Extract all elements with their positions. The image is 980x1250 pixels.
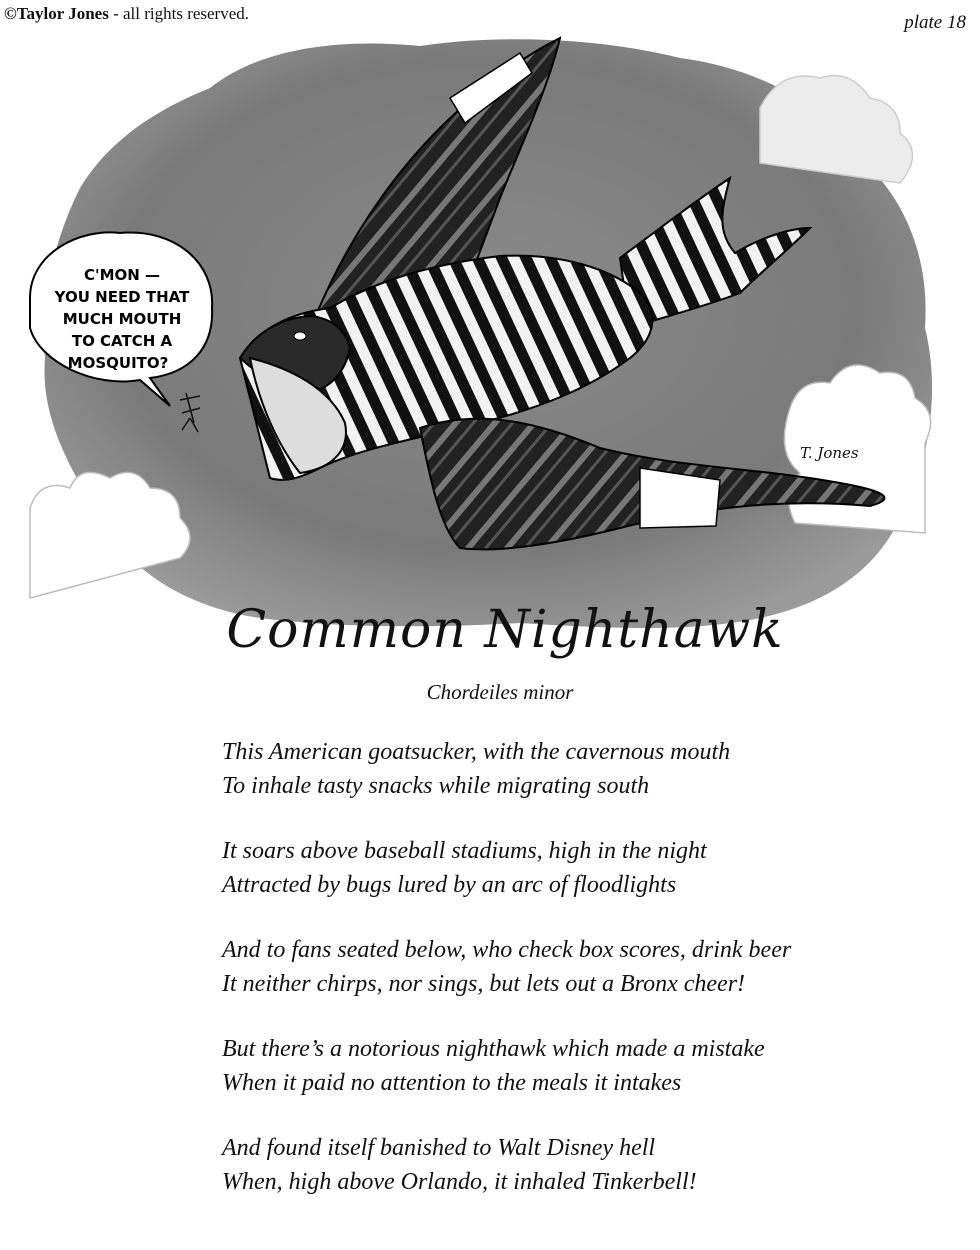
bubble-line-1: C'MON — <box>83 266 161 284</box>
artist-signature: T. Jones <box>800 444 859 462</box>
poem-line: When, high above Orlando, it inhaled Tinkerbell! <box>222 1169 697 1195</box>
bubble-line-3: MUCH MOUTH <box>62 310 182 328</box>
poem <box>222 735 962 1230</box>
nighthawk-illustration <box>0 28 980 638</box>
copyright-notice <box>4 4 249 24</box>
poem-line: But there’s a notorious nighthawk which made a mistake <box>222 1036 765 1062</box>
poem-line: It soars above baseball stadiums, high in the night <box>222 838 707 864</box>
poem-stanza <box>222 735 962 803</box>
poem-line: And to fans seated below, who check box scores, drink beer <box>222 937 792 963</box>
poem-line: When it paid no attention to the meals it intakes <box>222 1070 682 1096</box>
poem-line: It neither chirps, nor sings, but lets out a Bronx cheer! <box>222 971 746 997</box>
poem-stanza <box>222 1032 962 1100</box>
scientific-name: Chordeiles minor <box>426 680 574 704</box>
bubble-line-5: MOSQUITO? <box>67 354 169 372</box>
poem-line: To inhale tasty snacks while migrating south <box>222 773 650 799</box>
plate-number: plate 18 <box>904 12 966 33</box>
poem-stanza <box>222 1131 962 1199</box>
poem-line: Attracted by bugs lured by an arc of floodlights <box>222 872 677 898</box>
copyright-name: ©Taylor Jones <box>4 4 109 23</box>
eye <box>294 332 306 340</box>
bubble-line-2: YOU NEED THAT <box>54 288 190 306</box>
poem-stanza <box>222 834 962 902</box>
poem-line: And found itself banished to Walt Disney hell <box>222 1135 656 1161</box>
bubble-line-4: TO CATCH A <box>71 332 173 350</box>
copyright-rest: - all rights reserved. <box>108 4 250 23</box>
poem-line: This American goatsucker, with the cavernous mouth <box>222 739 731 765</box>
page-title: Common Nighthawk <box>226 600 784 660</box>
poem-stanza <box>222 933 962 1001</box>
